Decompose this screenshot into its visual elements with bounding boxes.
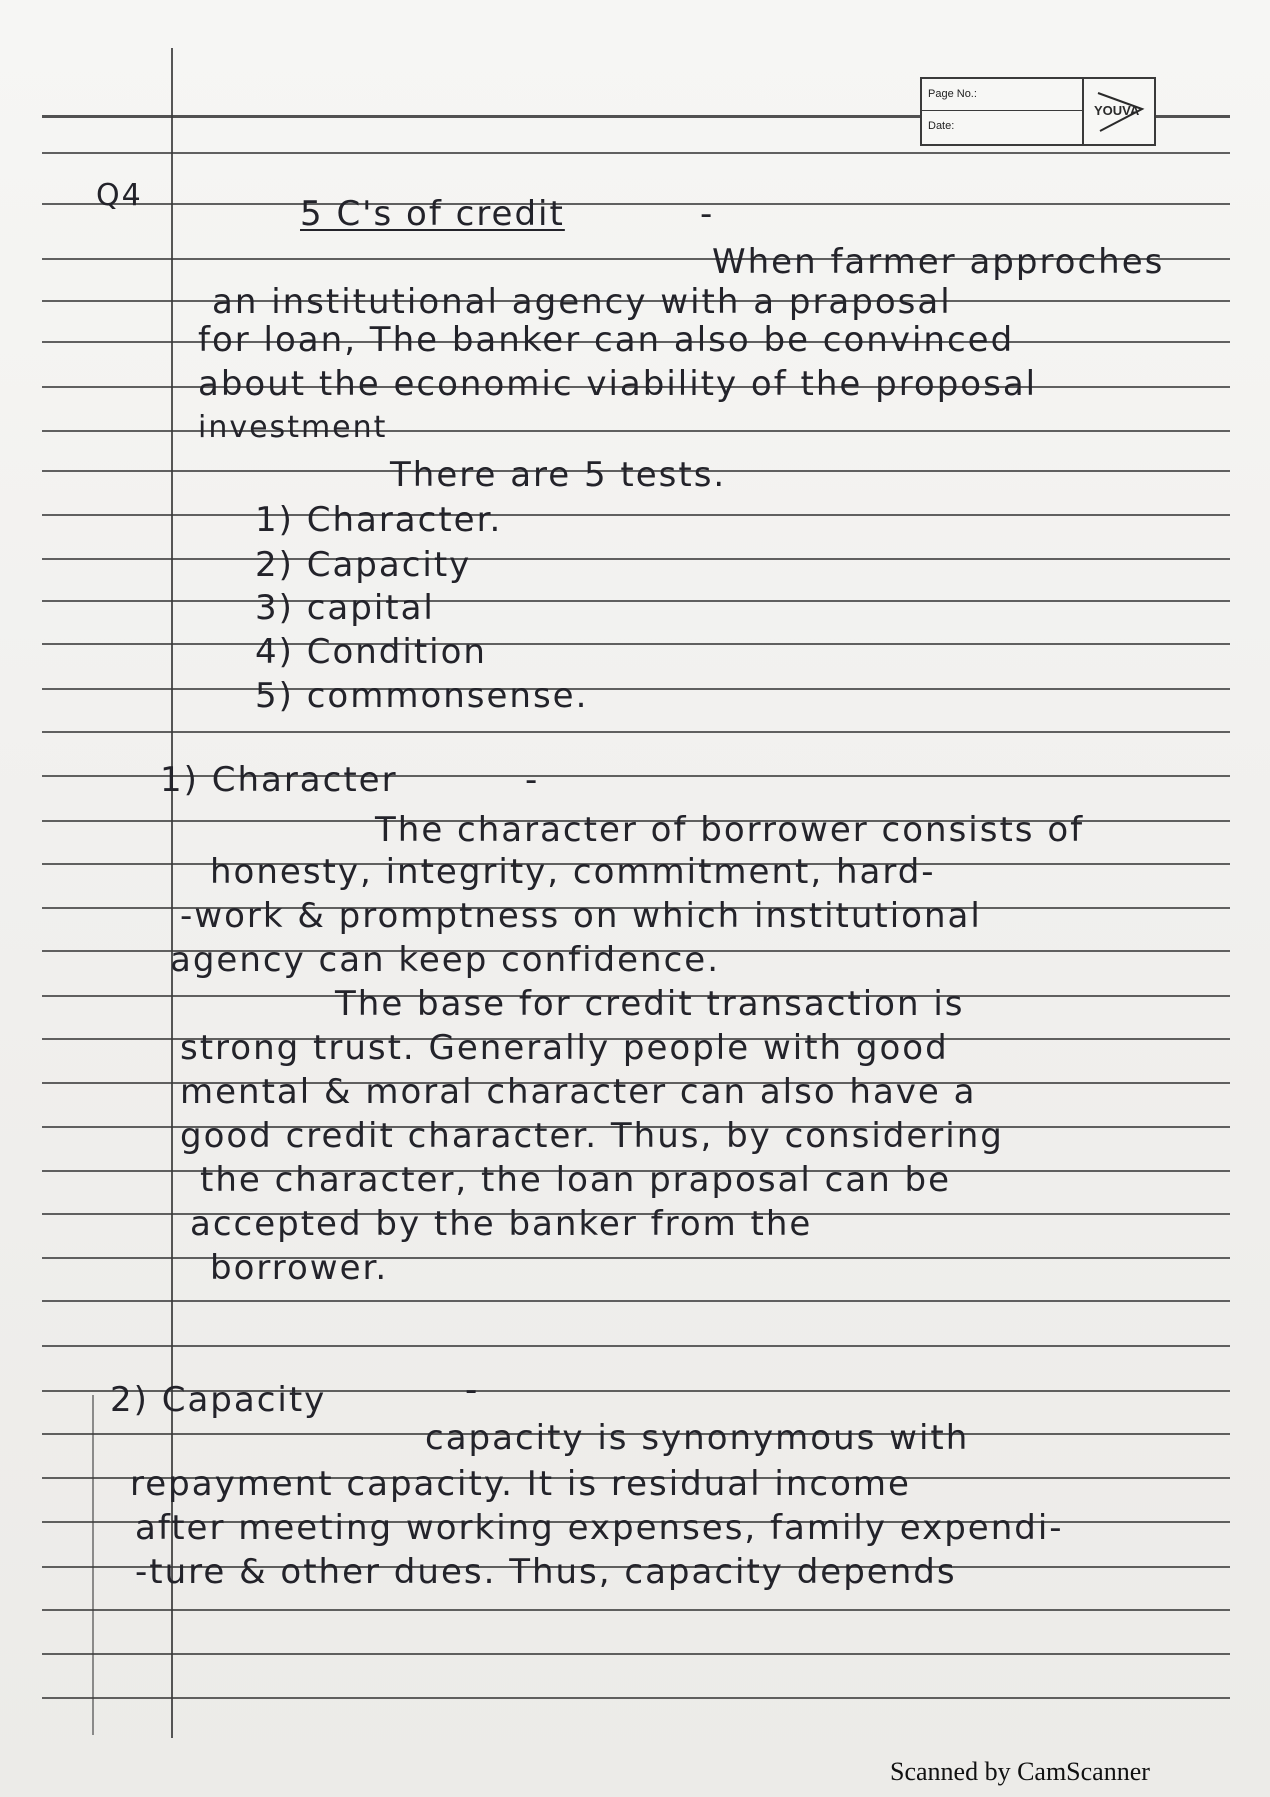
list-item: 3) capital bbox=[255, 588, 435, 628]
rule-line bbox=[42, 1653, 1230, 1655]
paragraph-line: the character, the loan praposal can be bbox=[200, 1160, 952, 1200]
scanner-watermark: Scanned by CamScanner bbox=[890, 1757, 1150, 1786]
intro-line: about the economic viability of the proposal bbox=[198, 364, 1038, 404]
rule-line bbox=[42, 203, 1230, 205]
paragraph-line: honesty, integrity, commitment, hard- bbox=[210, 852, 936, 892]
list-item: 5) commonsense. bbox=[255, 676, 589, 716]
paragraph-line: The character of borrower consists of bbox=[375, 810, 1085, 850]
paragraph-line: -ture & other dues. Thus, capacity depends bbox=[135, 1552, 957, 1592]
section-dash: - bbox=[525, 760, 540, 800]
svg-text:YOUVA: YOUVA bbox=[1094, 103, 1140, 118]
heading-dash: - bbox=[700, 194, 715, 234]
paragraph-line: good credit character. Thus, by considering bbox=[180, 1116, 1004, 1156]
rule-line bbox=[42, 1300, 1230, 1302]
rule-line bbox=[42, 1345, 1230, 1347]
tests-intro: There are 5 tests. bbox=[390, 455, 727, 495]
page-header-box bbox=[920, 77, 1156, 146]
section-title-character: 1) Character bbox=[160, 760, 398, 800]
paragraph-line: capacity is synonymous with bbox=[425, 1418, 970, 1458]
question-number: Q4 bbox=[96, 178, 143, 213]
rule-line bbox=[42, 731, 1230, 733]
intro-line: for loan, The banker can also be convinced bbox=[198, 320, 1015, 360]
rule-line bbox=[42, 1609, 1230, 1611]
paragraph-line: after meeting working expenses, family expendi- bbox=[135, 1508, 1064, 1548]
page-title: 5 C's of credit bbox=[300, 194, 565, 234]
list-item: 4) Condition bbox=[255, 632, 487, 672]
intro-line: When farmer approches bbox=[712, 242, 1165, 282]
intro-line: an institutional agency with a praposal bbox=[212, 282, 952, 322]
rule-line bbox=[42, 558, 1230, 560]
margin-line-lower bbox=[92, 1395, 94, 1735]
section-dash: - bbox=[465, 1370, 480, 1410]
rule-line bbox=[42, 643, 1230, 645]
list-item: 1) Character. bbox=[255, 500, 503, 540]
rule-line bbox=[42, 152, 1230, 154]
brand-logo bbox=[1082, 79, 1156, 144]
paragraph-line: mental & moral character can also have a bbox=[180, 1072, 977, 1112]
paragraph-line: strong trust. Generally people with good bbox=[180, 1028, 949, 1068]
rule-line bbox=[42, 514, 1230, 516]
section-title-capacity: 2) Capacity bbox=[110, 1380, 327, 1420]
paragraph-line: agency can keep confidence. bbox=[170, 940, 721, 980]
rule-line bbox=[42, 688, 1230, 690]
page-no-label: Page No.: bbox=[922, 79, 1082, 111]
list-item: 2) Capacity bbox=[255, 545, 472, 585]
paragraph-line: The base for credit transaction is bbox=[335, 984, 965, 1024]
paragraph-line: repayment capacity. It is residual income bbox=[130, 1464, 911, 1504]
rule-line bbox=[42, 1697, 1230, 1699]
date-label: Date: bbox=[928, 120, 955, 132]
paragraph-line: -work & promptness on which institutional bbox=[180, 896, 982, 936]
paragraph-line: borrower. bbox=[210, 1248, 389, 1288]
rule-line bbox=[42, 600, 1230, 602]
intro-line: investment bbox=[198, 410, 388, 445]
paragraph-line: accepted by the banker from the bbox=[190, 1204, 813, 1244]
